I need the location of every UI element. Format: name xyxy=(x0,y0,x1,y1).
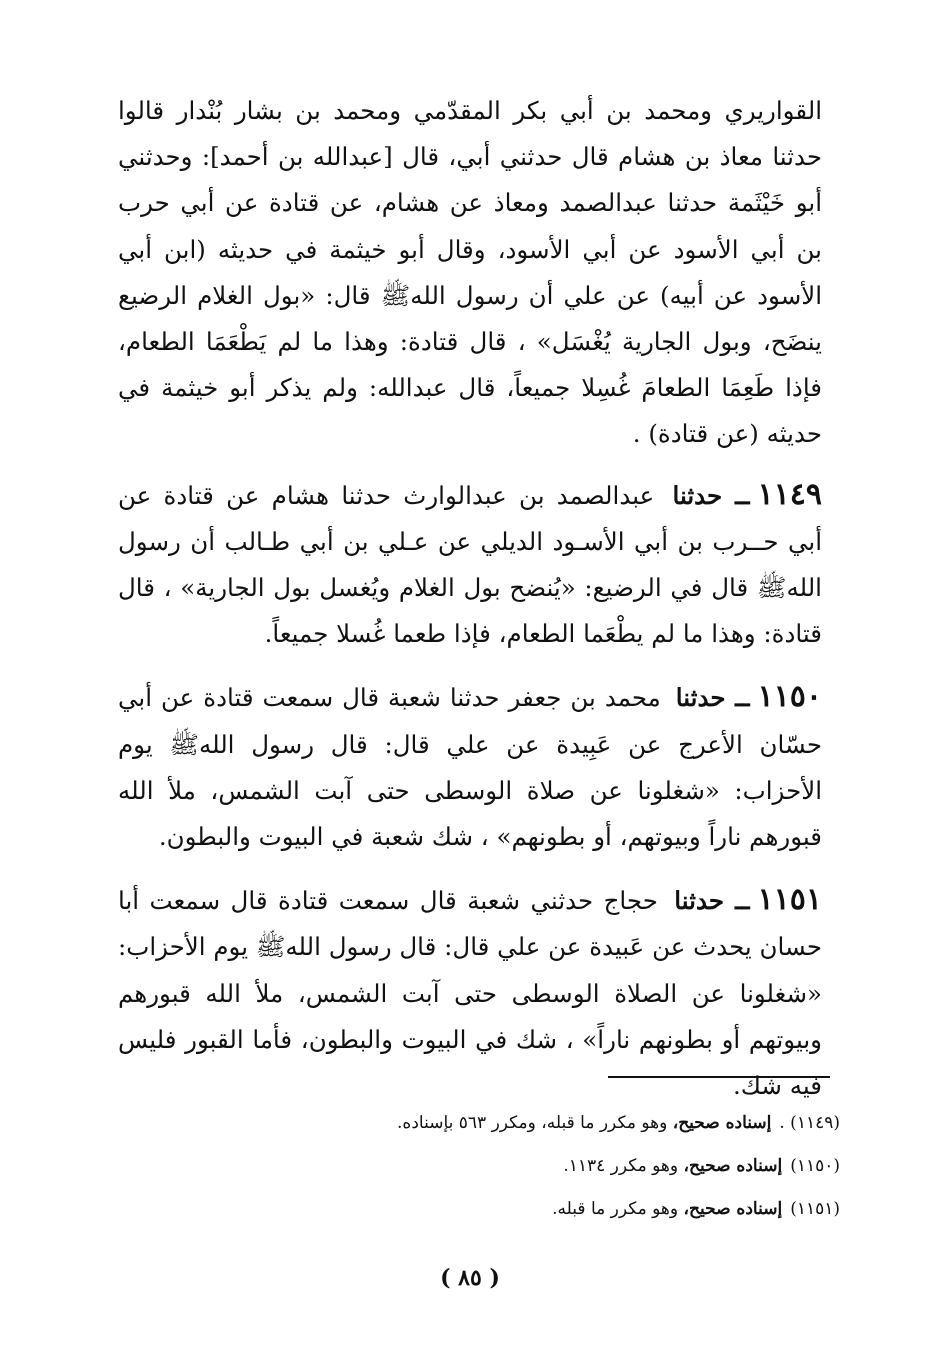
footnote-text: وهو مكرر ما قبله، ومكرر ٥٦٣ بإسناده. xyxy=(397,1113,668,1133)
page-number: ( ٨٥ ) xyxy=(440,1265,500,1291)
hadith-lead: ــ حدثنا xyxy=(674,886,750,916)
footnote-ref: (١١٥٠) xyxy=(790,1156,840,1176)
hadith-text: محمد بن جعفر حدثنا شعبة قال سمعت قتادة عن أبي حسّان الأعرج عن عَبِيدة عن علي قال: قال رسول اللهﷺ يوم الأحزاب: «شغلونا عن صلاة الوسطى حتى آبت الشمس، ملأ الله قبورهم ناراً وبيوتهم، أو بطونهم» ، شك شعبة في البيوت والبطون. xyxy=(118,683,822,852)
footnote-verdict: إسناده صحيح، xyxy=(672,1113,772,1133)
hadith-lead: ــ حدثنا xyxy=(675,683,750,713)
footnote-verdict: إسناده صحيح، xyxy=(683,1156,783,1176)
opening-paragraph: القواريري ومحمد بن أبي بكر المقدّمي ومحمد بن بشار بُنْدار قالوا حدثنا معاذ بن هشام قال حدثني أبي، قال [عبدالله بن أحمد]: وحدثني أبو خَيْثَمة حدثنا عبدالصمد ومعاذ عن هشام، عن قتادة عن أبي حرب بن أبي الأسود عن أبي الأسود، وقال أبو خيثمة في حديثه (ابن أبي الأسود عن أبيه) عن علي أن رسول اللهﷺ قال: «بول الغلام الرضيع ينضَح، وبول الجارية يُغْسَل» ، قال قتادة: وهذا ما لم يَطْعَمَا الطعام، فإذا طَعِمَا الطعامَ غُسِلا جميعاً، قال عبدالله: ولم يذكر أبو خيثمة في حديثه (عن قتادة) . xyxy=(118,96,823,449)
hadith-number: ١١٤٩ xyxy=(757,476,822,512)
footnote-divider xyxy=(608,1076,830,1078)
footnote-1149 xyxy=(100,1102,840,1145)
footnote-ref: (١١٥١) xyxy=(790,1199,840,1219)
hadith-1149 xyxy=(118,472,822,658)
hadith-text: عبدالصمد بن عبدالوارث حدثنا هشام عن قتادة عن أبي حــرب بن أبي الأسـود الديلي عن عـلي بن أبي طـالب أن رسول اللهﷺ قال في الرضيع: «يُنضح بول الغلام ويُغسل بول الجارية» ، قال قتادة: وهذا ما لم يطْعَما الطعام، فإذا طعما غُسلا جميعاً. xyxy=(118,480,822,649)
footnotes xyxy=(100,1102,840,1231)
hadith-1150 xyxy=(118,674,822,860)
footnote-1150 xyxy=(100,1145,840,1188)
footnote-text: وهو مكرر ١١٣٤. xyxy=(563,1156,679,1176)
main-text xyxy=(118,88,822,1109)
hadith-number: ١١٥١ xyxy=(757,882,822,918)
footnote-verdict: إسناده صحيح، xyxy=(683,1199,783,1219)
footnote-ref: (١١٤٩) . xyxy=(779,1113,840,1133)
footnote-text: وهو مكرر ما قبله. xyxy=(552,1199,679,1219)
footnote-1151 xyxy=(100,1188,840,1231)
hadith-lead: ــ حدثنا xyxy=(672,480,750,510)
hadith-number: ١١٥٠ xyxy=(757,679,822,715)
hadith-1151 xyxy=(118,877,822,1109)
hadith-text: حجاج حدثني شعبة قال سمعت قتادة قال سمعت أبا حسان يحدث عن عَبيدة عن علي قال: قال رسول اللهﷺ يوم الأحزاب: «شغلونا عن الصلاة الوسطى حتى آبت الشمس، ملأ الله قبورهم وبيوتهم أو بطونهم ناراً» ، شك في البيوت والبطون، فأما القبور فليس فيه شك. xyxy=(118,886,822,1101)
